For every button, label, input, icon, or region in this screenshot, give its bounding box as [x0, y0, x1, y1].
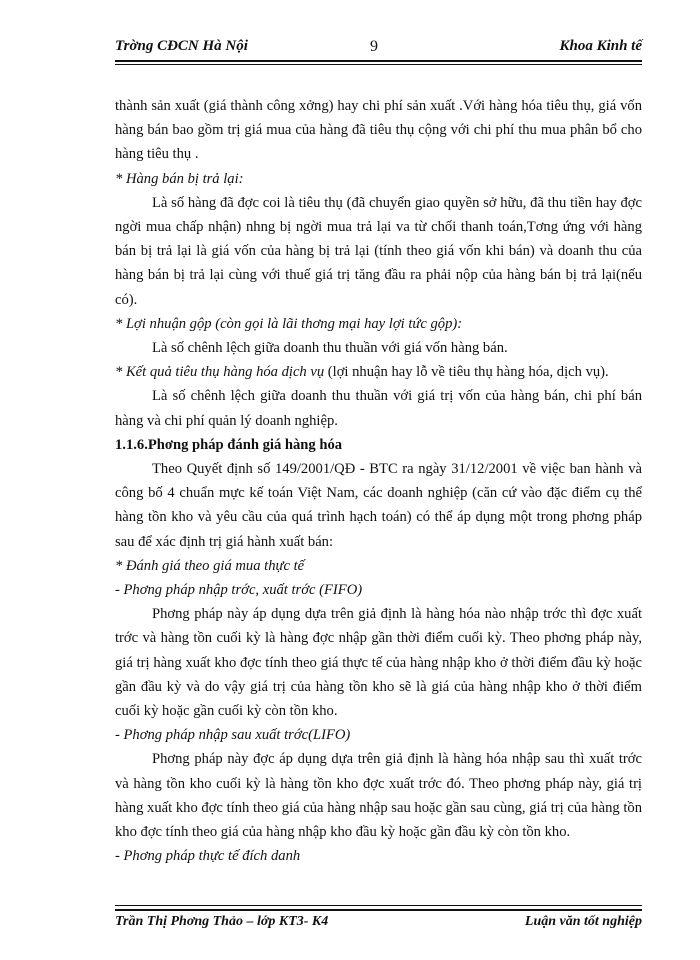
header-faculty: Khoa Kinh tế	[559, 38, 642, 54]
footer-author: Trần Thị Phơng Thảo – lớp KT3- K4	[115, 914, 329, 929]
footer-thesis-label: Luận văn tốt nghiệp	[524, 914, 642, 929]
paragraph-gross-profit: Là số chênh lệch giữa doanh thu thuần với giá vốn hàng bán.	[152, 340, 508, 357]
subheading-specific-identification: - Phơng pháp thực tế đích danh	[115, 848, 301, 865]
footer-rule-thin	[115, 905, 642, 906]
page-number: 9	[370, 38, 378, 55]
footer-rule	[115, 909, 642, 911]
paragraph-cost-of-goods: thành sản xuất (giá thành công xởng) hay chi phí sản xuất .Với hàng hóa tiêu thụ, giá vốn hàng bán bao gồm trị giá mua của hàng đã tiêu thụ cộng với chi phí thu mua phân bổ cho hàng tiêu thụ .	[115, 98, 642, 163]
paragraph-decision: Theo Quyết định số 149/2001/QĐ - BTC ra ngày 31/12/2001 về việc ban hành và công bố 4 chuẩn mực kế toán Việt Nam, các doanh nghiệp (căn cứ vào đặc điểm cụ thể hàng tồn kho và yêu cầu của quá trình hạch toán) có thể áp dụng một trong phơng pháp sau để xác định trị giá hành xuất bán:	[115, 461, 642, 550]
page-header	[115, 38, 642, 64]
header-rule-thin	[115, 64, 642, 65]
page-body	[115, 94, 642, 869]
subheading-actual-price: * Đánh giá theo giá mua thực tế	[115, 557, 305, 574]
section-heading-valuation: 1.1.6.Phơng pháp đánh giá hàng hóa	[115, 436, 343, 453]
subheading-sales-result	[115, 360, 642, 384]
paragraph-fifo: Phơng pháp này áp dụng dựa trên giả định là hàng hóa nào nhập trớc thì đợc xuất trớc và hàng tồn cuối kỳ là hàng đợc nhập gần thời điểm cuối kỳ. Theo phơng pháp này, giá trị hàng xuất kho đợc tính theo giá thực tế của hàng nhập kho ở thời điểm đầu kỳ hoặc gần đầu kỳ và do vậy giá trị của hàng tồn kho sẽ là giá của hàng nhập kho ở thời điểm cuối kỳ hoặc gần cuối kỳ còn tồn kho.	[115, 606, 642, 720]
subheading-lifo: - Phơng pháp nhập sau xuất trớc(LIFO)	[115, 727, 351, 744]
subheading-fifo: - Phơng pháp nhập trớc, xuất trớc (FIFO)	[115, 582, 363, 599]
subheading-gross-profit: * Lợi nhuận gộp (còn gọi là lãi thơng mại hay lợi tức gộp):	[115, 315, 463, 332]
header-school: Trờng CĐCN Hà Nội	[115, 38, 248, 54]
paragraph-returned-goods: Là số hàng đã đợc coi là tiêu thụ (đã chuyển giao quyền sở hữu, đã thu tiền hay đợc ngời mua chấp nhận) nhng bị ngời mua trả lại va từ chối thanh toán,Tơng ứng với hàng bán bị trả lại là giá vốn của hàng bị trả lại (tính theo giá vốn khi bán) và doanh thu của hàng bán bị trả lại cùng với thuế giá trị tăng đầu ra phải nộp của hàng bán bị trả lại(nếu có).	[115, 194, 642, 308]
paragraph-lifo: Phơng pháp này đợc áp dụng dựa trên giả định là hàng hóa nhập sau thì xuất trớc và hàng tồn kho cuối kỳ là hàng tồn kho đợc xuất trớc đó. Theo phơng pháp này, giá trị hàng xuất kho đợc tính theo giá của hàng nhập sau hoặc gần sau cùng, giá trị của hàng tồn kho đợc tính theo giá của hàng nhập kho đầu kỳ hoặc gần đầu kỳ còn tồn kho.	[115, 751, 642, 841]
subheading-returned-goods: * Hàng bán bị trả lại:	[115, 170, 244, 187]
sales-result-label: * Kết quả tiêu thụ hàng hóa dịch vụ	[115, 364, 325, 381]
header-rule	[115, 60, 642, 62]
page-footer	[115, 905, 642, 935]
sales-result-tail: (lợi nhuận hay lỗ về tiêu thụ hàng hóa, dịch vụ).	[324, 364, 609, 381]
paragraph-sales-result: Là số chênh lệch giữa doanh thu thuần với giá trị vốn của hàng bán, chi phí bán hàng và chi phí quản lý doanh nghiệp.	[115, 388, 642, 429]
